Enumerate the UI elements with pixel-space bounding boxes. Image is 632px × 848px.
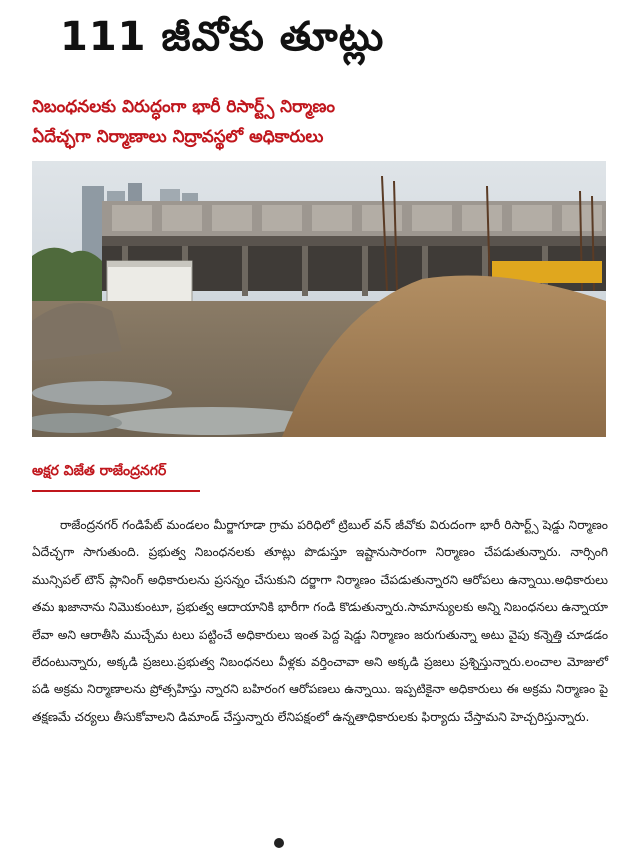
subheadline-line-2: ఏదేచ్ఛగా నిర్మాణాలు నిద్రావస్థలో అధికారులు — [32, 127, 324, 147]
subheadline — [32, 92, 592, 152]
article-body: రాజేంద్రనగర్ గండిపేట్ మండలం మీర్జాగూడా గ్రామ పరిధిలో ట్రిబుల్ వన్ జీవోకు విరుదంగా భారీ రిసార్ట్స్ షెడ్డు నిర్మాణం ఏదేచ్ఛగా సాగుతుంది. ప్రభుత్వ నిబంధనలకు తూట్లు పొడుస్తూ ఇష్టానుసారంగా నిర్మాణం చేపడుతున్నారు. నార్సింగి మున్సిపల్ టౌన్ ప్లానింగ్ అధికారులను ప్రసన్నం చేసుకుని దర్జాగా నిర్మాణం చేపడుతున్నారని ఆరోపలు ఉన్నాయి.అధికారులు తమ ఖజానాను నిమొకుంటూ, ప్రభుత్వ ఆదాయానికి భారీగా గండి కొడుతున్నారు.సామాన్యులకు అన్ని నిబంధనలు ఉన్నాయా లేవా అని ఆరాతీసి ముచ్చేమ టలు పట్టించే అధికారులు ఇంత పెద్ద షెడ్డు నిర్మాణం జరుగుతున్నా అటు వైపు కన్నెత్తి చూడడం లేదంటున్నారు, అక్కడి ప్రజలు.ప్రభుత్వ నిబంధనలు వీళ్లకు వర్తించావా అని అక్కడి ప్రజలు ప్రశ్నిస్తున్నారు.లంచాల మోజులో పడి అక్రమ నిర్మాణాలను ప్రోత్సహిస్తు న్నారని బహిరంగ ఆరోపణలు ఉన్నాయి. ఇప్పటికైనా అధికారులు ఈ అక్రమ నిర్మాణం పై తక్షణమే చర్యలు తీసుకోవాలని డిమాండ్ చేస్తున్నారు లేనిపక్షంలో ఉన్నతాధికారులకు ఫిర్యాదు చేస్తామని హెచ్చరిస్తున్నారు. — [32, 518, 608, 724]
byline-underline — [32, 490, 200, 492]
byline: అక్షర విజేత రాజేంద్రనగర్ — [32, 463, 167, 479]
headline: 111 జీవోకు తూట్లు — [60, 14, 385, 60]
construction-site-photo — [32, 161, 606, 437]
subheadline-line-1: నిబంధనలకు విరుద్ధంగా భారీ రిసార్ట్స్ నిర్మాణం — [32, 97, 335, 117]
